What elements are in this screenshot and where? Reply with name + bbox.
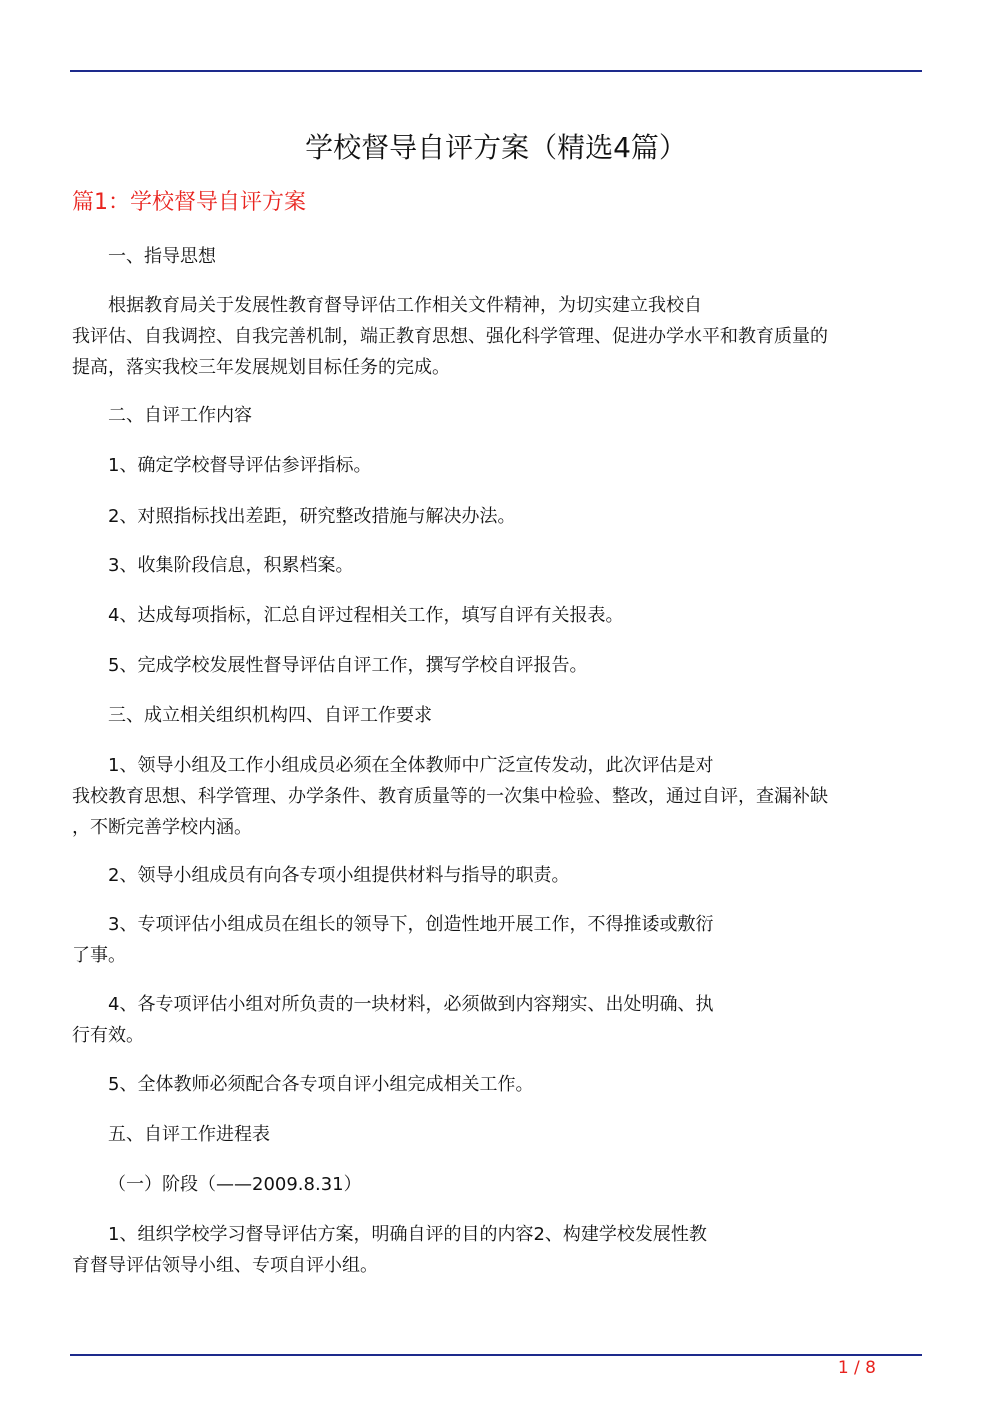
paragraph-line: 4、各专项评估小组对所负责的一块材料，必须做到内容翔实、出处明确、执 xyxy=(108,994,714,1015)
paragraph-line: 我评估、自我调控、自我完善机制，端正教育思想、强化科学管理、促进办学水平和教育质量的 xyxy=(72,326,828,347)
paragraph-line: 4、达成每项指标，汇总自评过程相关工作，填写自评有关报表。 xyxy=(108,605,624,626)
paragraph-line: 2、对照指标找出差距，研究整改措施与解决办法。 xyxy=(108,506,516,527)
paragraph xyxy=(72,989,917,1051)
paragraph xyxy=(72,909,917,971)
header-rule xyxy=(70,70,922,72)
paragraph-line: 我校教育思想、科学管理、办学条件、教育质量等的一次集中检验、整改，通过自评，查漏补缺 xyxy=(72,786,828,807)
paragraph-line: 5、完成学校发展性督导评估自评工作，撰写学校自评报告。 xyxy=(108,655,588,676)
paragraph xyxy=(72,241,917,272)
page-number: 1 / 8 xyxy=(837,1358,876,1378)
paragraph xyxy=(72,600,917,631)
paragraph-line: 3、专项评估小组成员在组长的领导下，创造性地开展工作，不得推诿或敷衍 xyxy=(108,914,714,935)
paragraph-line: 5、全体教师必须配合各专项自评小组完成相关工作。 xyxy=(108,1074,534,1095)
paragraph xyxy=(72,450,917,481)
paragraph xyxy=(72,750,917,843)
paragraph xyxy=(72,550,917,581)
paragraph xyxy=(72,1219,917,1281)
paragraph-line: ，不断完善学校内涵。 xyxy=(72,817,252,838)
paragraph xyxy=(72,1119,917,1150)
paragraph xyxy=(72,400,917,431)
paragraph-line: 育督导评估领导小组、专项自评小组。 xyxy=(72,1255,378,1276)
paragraph-line: 一、指导思想 xyxy=(108,246,216,267)
paragraph-line: 根据教育局关于发展性教育督导评估工作相关文件精神，为切实建立我校自 xyxy=(108,295,702,316)
paragraph-line: 1、确定学校督导评估参评指标。 xyxy=(108,455,372,476)
paragraph xyxy=(72,860,917,891)
paragraph-line: 五、自评工作进程表 xyxy=(108,1124,270,1145)
paragraph xyxy=(72,290,917,383)
paragraph-line: 二、自评工作内容 xyxy=(108,405,252,426)
paragraph-line: 3、收集阶段信息，积累档案。 xyxy=(108,555,354,576)
paragraph-line: 提高，落实我校三年发展规划目标任务的完成。 xyxy=(72,357,450,378)
paragraph-line: 行有效。 xyxy=(72,1025,144,1046)
paragraph xyxy=(72,501,917,532)
paragraph xyxy=(72,1069,917,1100)
paragraph-line: 了事。 xyxy=(72,945,126,966)
paragraph xyxy=(72,650,917,681)
document-title: 学校督导自评方案（精选4篇） xyxy=(305,131,687,164)
section-heading: 篇1：学校督导自评方案 xyxy=(72,190,306,215)
paragraph-line: 三、成立相关组织机构四、自评工作要求 xyxy=(108,705,432,726)
paragraph xyxy=(72,700,917,731)
paragraph xyxy=(72,1169,917,1200)
paragraph-line: 1、领导小组及工作小组成员必须在全体教师中广泛宣传发动，此次评估是对 xyxy=(108,755,714,776)
paragraph-line: 1、组织学校学习督导评估方案，明确自评的目的内容2、构建学校发展性教 xyxy=(108,1224,707,1245)
paragraph-line: 2、领导小组成员有向各专项小组提供材料与指导的职责。 xyxy=(108,865,570,886)
paragraph-line: （一）阶段（——2009.8.31） xyxy=(108,1174,362,1195)
